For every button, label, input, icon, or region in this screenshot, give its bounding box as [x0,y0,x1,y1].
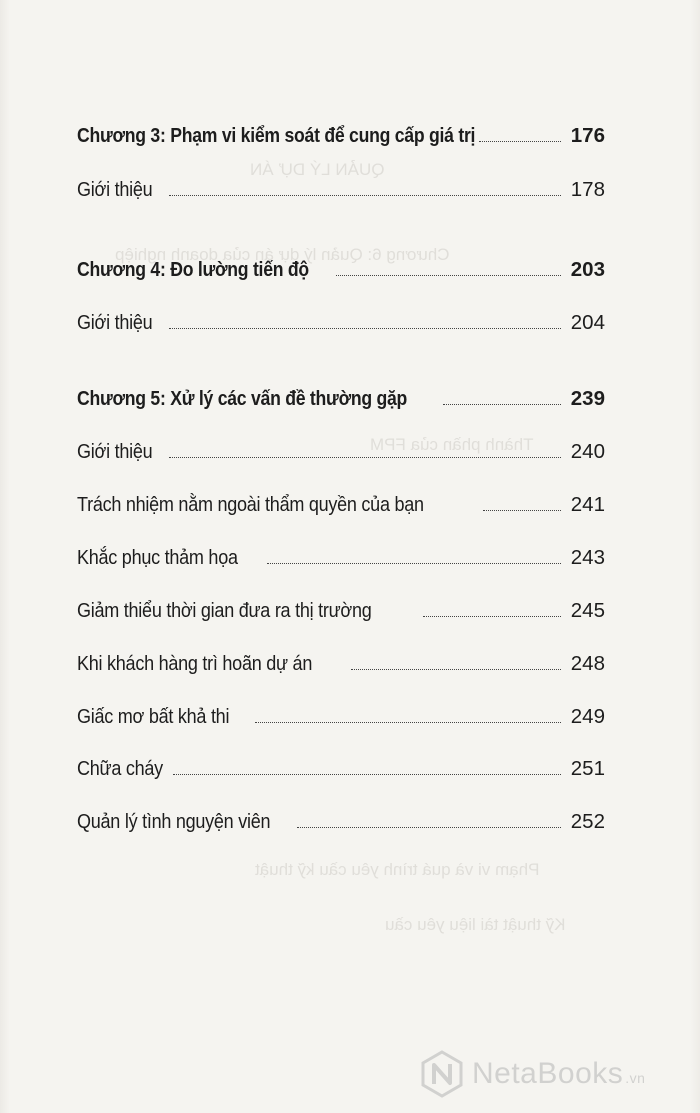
toc-entry-page: 239 [570,387,605,410]
toc-entry-page: 251 [570,757,605,780]
toc-entry-disaster-recovery[interactable] [77,540,605,570]
toc-entry-introduction[interactable] [77,305,605,335]
show-through-text: Kỹ thuật tài liệu yêu cầu [385,915,566,934]
toc-entry-page: 243 [570,546,605,569]
toc-entry-page: 203 [570,258,605,281]
toc-entry-page: 204 [570,311,605,334]
toc-entry-page: 176 [570,124,605,147]
toc-entry-responsibility[interactable] [77,487,605,517]
show-through-text: Chương 6: Quản lý dự án của doanh nghiệp [115,245,450,264]
toc-entry-page: 245 [570,599,605,622]
toc-entry-title: Chương 4: Đo lường tiến độ [77,258,309,281]
toc-entry-impossible-dream[interactable] [77,699,605,729]
dot-leader [267,562,561,564]
dot-leader [423,615,561,617]
show-through-text: QUẢN LÝ DỰ ÁN [250,160,385,179]
dot-leader [297,826,561,828]
toc-entry-chapter-5[interactable] [77,381,605,411]
toc-entry-title: Giới thiệu [77,178,153,201]
dot-leader [173,773,561,775]
dot-leader [351,668,561,670]
toc-entry-title: Chương 5: Xử lý các vấn đề thường gặp [77,387,408,410]
dot-leader [169,327,561,329]
toc-entry-title: Giảm thiểu thời gian đưa ra thị trường [77,599,372,622]
toc-entry-title: Khi khách hàng trì hoãn dự án [77,652,313,675]
dot-leader [479,140,561,142]
dot-leader [169,194,561,196]
dot-leader [483,509,561,511]
toc-entry-title: Chữa cháy [77,757,163,780]
toc-entry-title: Quản lý tình nguyện viên [77,810,271,833]
toc-entry-title: Giới thiệu [77,440,153,463]
toc-entry-page: 248 [570,652,605,675]
toc-entry-client-delays[interactable] [77,646,605,676]
toc-entry-page: 252 [570,810,605,833]
toc-entry-time-to-market[interactable] [77,593,605,623]
toc-entry-firefighting[interactable] [77,751,605,781]
dot-leader [443,403,561,405]
toc-entry-volunteers[interactable] [77,804,605,834]
toc-entry-page: 240 [570,440,605,463]
toc-entry-page: 249 [570,705,605,728]
toc-entry-page: 178 [570,178,605,201]
dot-leader [169,456,561,458]
toc-entry-title: Giấc mơ bất khả thi [77,705,230,728]
netabooks-watermark [420,1048,645,1100]
show-through-text: Thành phần của FPM [370,435,534,454]
toc-entry-title: Trách nhiệm nằm ngoài thẩm quyền của bạn [77,493,424,516]
toc-entry-title: Chương 3: Phạm vi kiểm soát để cung cấp giá trị [77,124,476,147]
toc-entry-introduction[interactable] [77,434,605,464]
toc-entry-chapter-4[interactable] [77,252,605,282]
toc-entry-title: Khắc phục thảm họa [77,546,238,569]
toc-entry-introduction[interactable] [77,172,605,202]
watermark-text: NetaBooks .vn [472,1057,646,1090]
toc-entry-chapter-3[interactable] [77,118,605,148]
toc-entry-title: Giới thiệu [77,311,153,334]
dot-leader [255,721,561,723]
toc-entry-page: 241 [570,493,605,516]
dot-leader [336,274,561,276]
netabooks-logo-icon [420,1050,464,1098]
show-through-text: Phạm vi và quá trình yêu cầu kỹ thuật [255,860,540,879]
